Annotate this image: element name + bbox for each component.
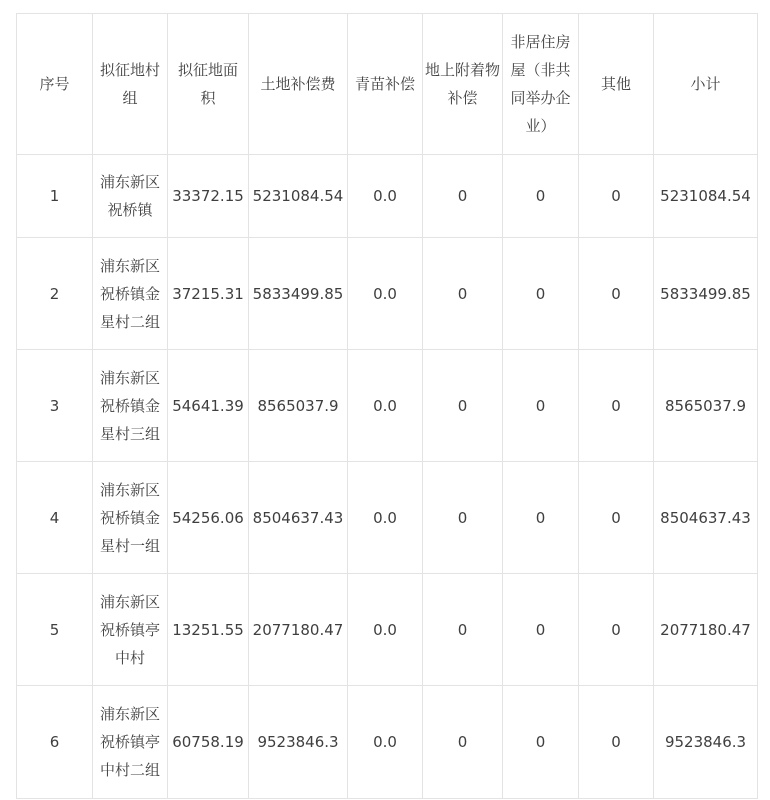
header-land-fee: 土地补偿费 [249,14,348,155]
header-subtotal: 小计 [654,14,758,155]
cell-other: 0 [579,462,654,574]
header-nonres: 非居住房屋（非共同举办企业） [503,14,579,155]
table-row [17,462,758,574]
cell-subtotal: 9523846.3 [654,686,758,799]
cell-land-fee: 8504637.43 [249,462,348,574]
cell-seq: 2 [17,238,93,350]
cell-land-fee: 5833499.85 [249,238,348,350]
cell-area: 37215.31 [168,238,249,350]
header-seq: 序号 [17,14,93,155]
header-village: 拟征地村组 [93,14,168,155]
cell-land-fee: 8565037.9 [249,350,348,462]
compensation-table [16,13,758,799]
cell-nonres: 0 [503,462,579,574]
cell-attachments: 0 [423,155,503,238]
cell-crops: 0.0 [348,686,423,799]
cell-other: 0 [579,155,654,238]
cell-village: 浦东新区祝桥镇亭中村二组 [93,686,168,799]
cell-land-fee: 5231084.54 [249,155,348,238]
cell-crops: 0.0 [348,574,423,686]
cell-subtotal: 2077180.47 [654,574,758,686]
cell-crops: 0.0 [348,155,423,238]
cell-village: 浦东新区祝桥镇亭中村 [93,574,168,686]
cell-attachments: 0 [423,462,503,574]
cell-nonres: 0 [503,238,579,350]
cell-subtotal: 5231084.54 [654,155,758,238]
cell-other: 0 [579,574,654,686]
header-crops: 青苗补偿 [348,14,423,155]
cell-village: 浦东新区祝桥镇金星村一组 [93,462,168,574]
cell-area: 60758.19 [168,686,249,799]
header-row [17,14,758,155]
cell-area: 54256.06 [168,462,249,574]
header-attachments: 地上附着物补偿 [423,14,503,155]
cell-area: 33372.15 [168,155,249,238]
cell-crops: 0.0 [348,350,423,462]
cell-seq: 6 [17,686,93,799]
cell-seq: 5 [17,574,93,686]
cell-nonres: 0 [503,574,579,686]
cell-area: 13251.55 [168,574,249,686]
cell-land-fee: 2077180.47 [249,574,348,686]
cell-attachments: 0 [423,238,503,350]
cell-crops: 0.0 [348,462,423,574]
cell-subtotal: 5833499.85 [654,238,758,350]
cell-other: 0 [579,238,654,350]
table-row [17,238,758,350]
cell-attachments: 0 [423,686,503,799]
cell-land-fee: 9523846.3 [249,686,348,799]
table-row [17,155,758,238]
cell-subtotal: 8565037.9 [654,350,758,462]
header-other: 其他 [579,14,654,155]
cell-seq: 3 [17,350,93,462]
cell-other: 0 [579,686,654,799]
header-area: 拟征地面积 [168,14,249,155]
cell-nonres: 0 [503,155,579,238]
cell-seq: 1 [17,155,93,238]
cell-nonres: 0 [503,686,579,799]
cell-village: 浦东新区祝桥镇金星村三组 [93,350,168,462]
cell-village: 浦东新区祝桥镇 [93,155,168,238]
cell-village: 浦东新区祝桥镇金星村二组 [93,238,168,350]
cell-area: 54641.39 [168,350,249,462]
table-row [17,686,758,799]
cell-crops: 0.0 [348,238,423,350]
cell-attachments: 0 [423,350,503,462]
table-row [17,350,758,462]
cell-nonres: 0 [503,350,579,462]
cell-subtotal: 8504637.43 [654,462,758,574]
cell-other: 0 [579,350,654,462]
table-row [17,574,758,686]
cell-attachments: 0 [423,574,503,686]
cell-seq: 4 [17,462,93,574]
